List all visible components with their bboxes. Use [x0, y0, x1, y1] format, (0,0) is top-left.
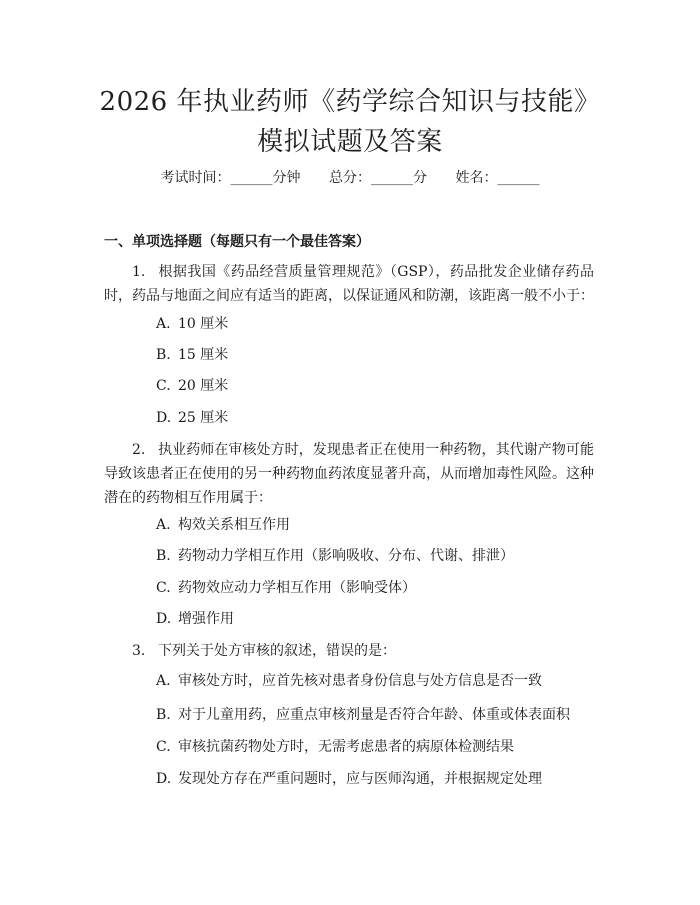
option-text: 审核抗菌药物处方时，无需考虑患者的病原体检测结果 — [178, 739, 514, 755]
question-1-option-c — [156, 376, 228, 396]
question-1-option-d — [156, 408, 228, 428]
option-text: 10 厘米 — [178, 316, 229, 332]
option-text: 发现处方存在严重问题时，应与医师沟通，并根据规定处理 — [178, 771, 542, 787]
exam-info-line — [0, 168, 700, 188]
option-label: D. — [156, 771, 172, 787]
option-label: C. — [156, 378, 171, 394]
question-2-option-a — [156, 515, 290, 535]
total-score-field: 总分：______分 — [329, 170, 427, 186]
option-label: C. — [156, 739, 171, 755]
question-3 — [104, 639, 594, 663]
option-text: 增强作用 — [178, 611, 234, 627]
option-text: 对于儿童用药，应重点审核剂量是否符合年龄、体重或体表面积 — [178, 707, 570, 723]
option-label: C. — [156, 580, 171, 596]
option-text: 药物效应动力学相互作用（影响受体） — [178, 580, 416, 596]
question-text: 下列关于处方审核的叙述，错误的是： — [158, 643, 396, 659]
question-1 — [104, 260, 594, 308]
question-1-option-b — [156, 345, 228, 365]
question-2-option-d — [156, 609, 234, 629]
question-3-option-d — [156, 769, 542, 789]
question-2 — [104, 438, 594, 510]
question-3-option-a — [156, 671, 542, 691]
question-text: 执业药师在审核处方时，发现患者正在使用一种药物，其代谢产物可能导致该患者正在使用的另一种药物血药浓度显著升高，从而增加毒性风险。这种潜在的药物相互作用属于： — [104, 442, 594, 506]
option-text: 20 厘米 — [178, 378, 229, 394]
option-text: 构效关系相互作用 — [178, 517, 290, 533]
option-label: B. — [156, 347, 171, 363]
question-number: 3. — [132, 643, 146, 659]
option-label: D. — [156, 410, 172, 426]
question-2-option-c — [156, 578, 416, 598]
name-field: 姓名：______ — [455, 170, 540, 186]
question-2-option-b — [156, 546, 514, 566]
question-3-option-c — [156, 737, 514, 757]
question-1-option-a — [156, 314, 228, 334]
question-number: 1. — [132, 264, 146, 280]
option-label: B. — [156, 707, 171, 723]
option-text: 审核处方时，应首先核对患者身份信息与处方信息是否一致 — [178, 673, 542, 689]
option-label: A. — [156, 316, 171, 332]
question-number: 2. — [132, 442, 146, 458]
option-label: A. — [156, 673, 171, 689]
option-label: A. — [156, 517, 171, 533]
document-title: 2026 年执业药师《药学综合知识与技能》模拟试题及答案 — [99, 87, 601, 157]
option-text: 25 厘米 — [178, 410, 229, 426]
option-label: D. — [156, 611, 172, 627]
section-title: 一、单项选择题（每题只有一个最佳答案） — [104, 234, 370, 250]
option-text: 15 厘米 — [178, 347, 229, 363]
question-text: 根据我国《药品经营质量管理规范》（GSP），药品批发企业储存药品时，药品与地面之间应有适当的距离，以保证通风和防潮，该距离一般不小于： — [104, 264, 594, 304]
option-text: 药物动力学相互作用（影响吸收、分布、代谢、排泄） — [178, 548, 514, 564]
question-3-option-b — [156, 705, 570, 725]
exam-time-field: 考试时间：______分钟 — [160, 170, 301, 186]
option-label: B. — [156, 548, 171, 564]
